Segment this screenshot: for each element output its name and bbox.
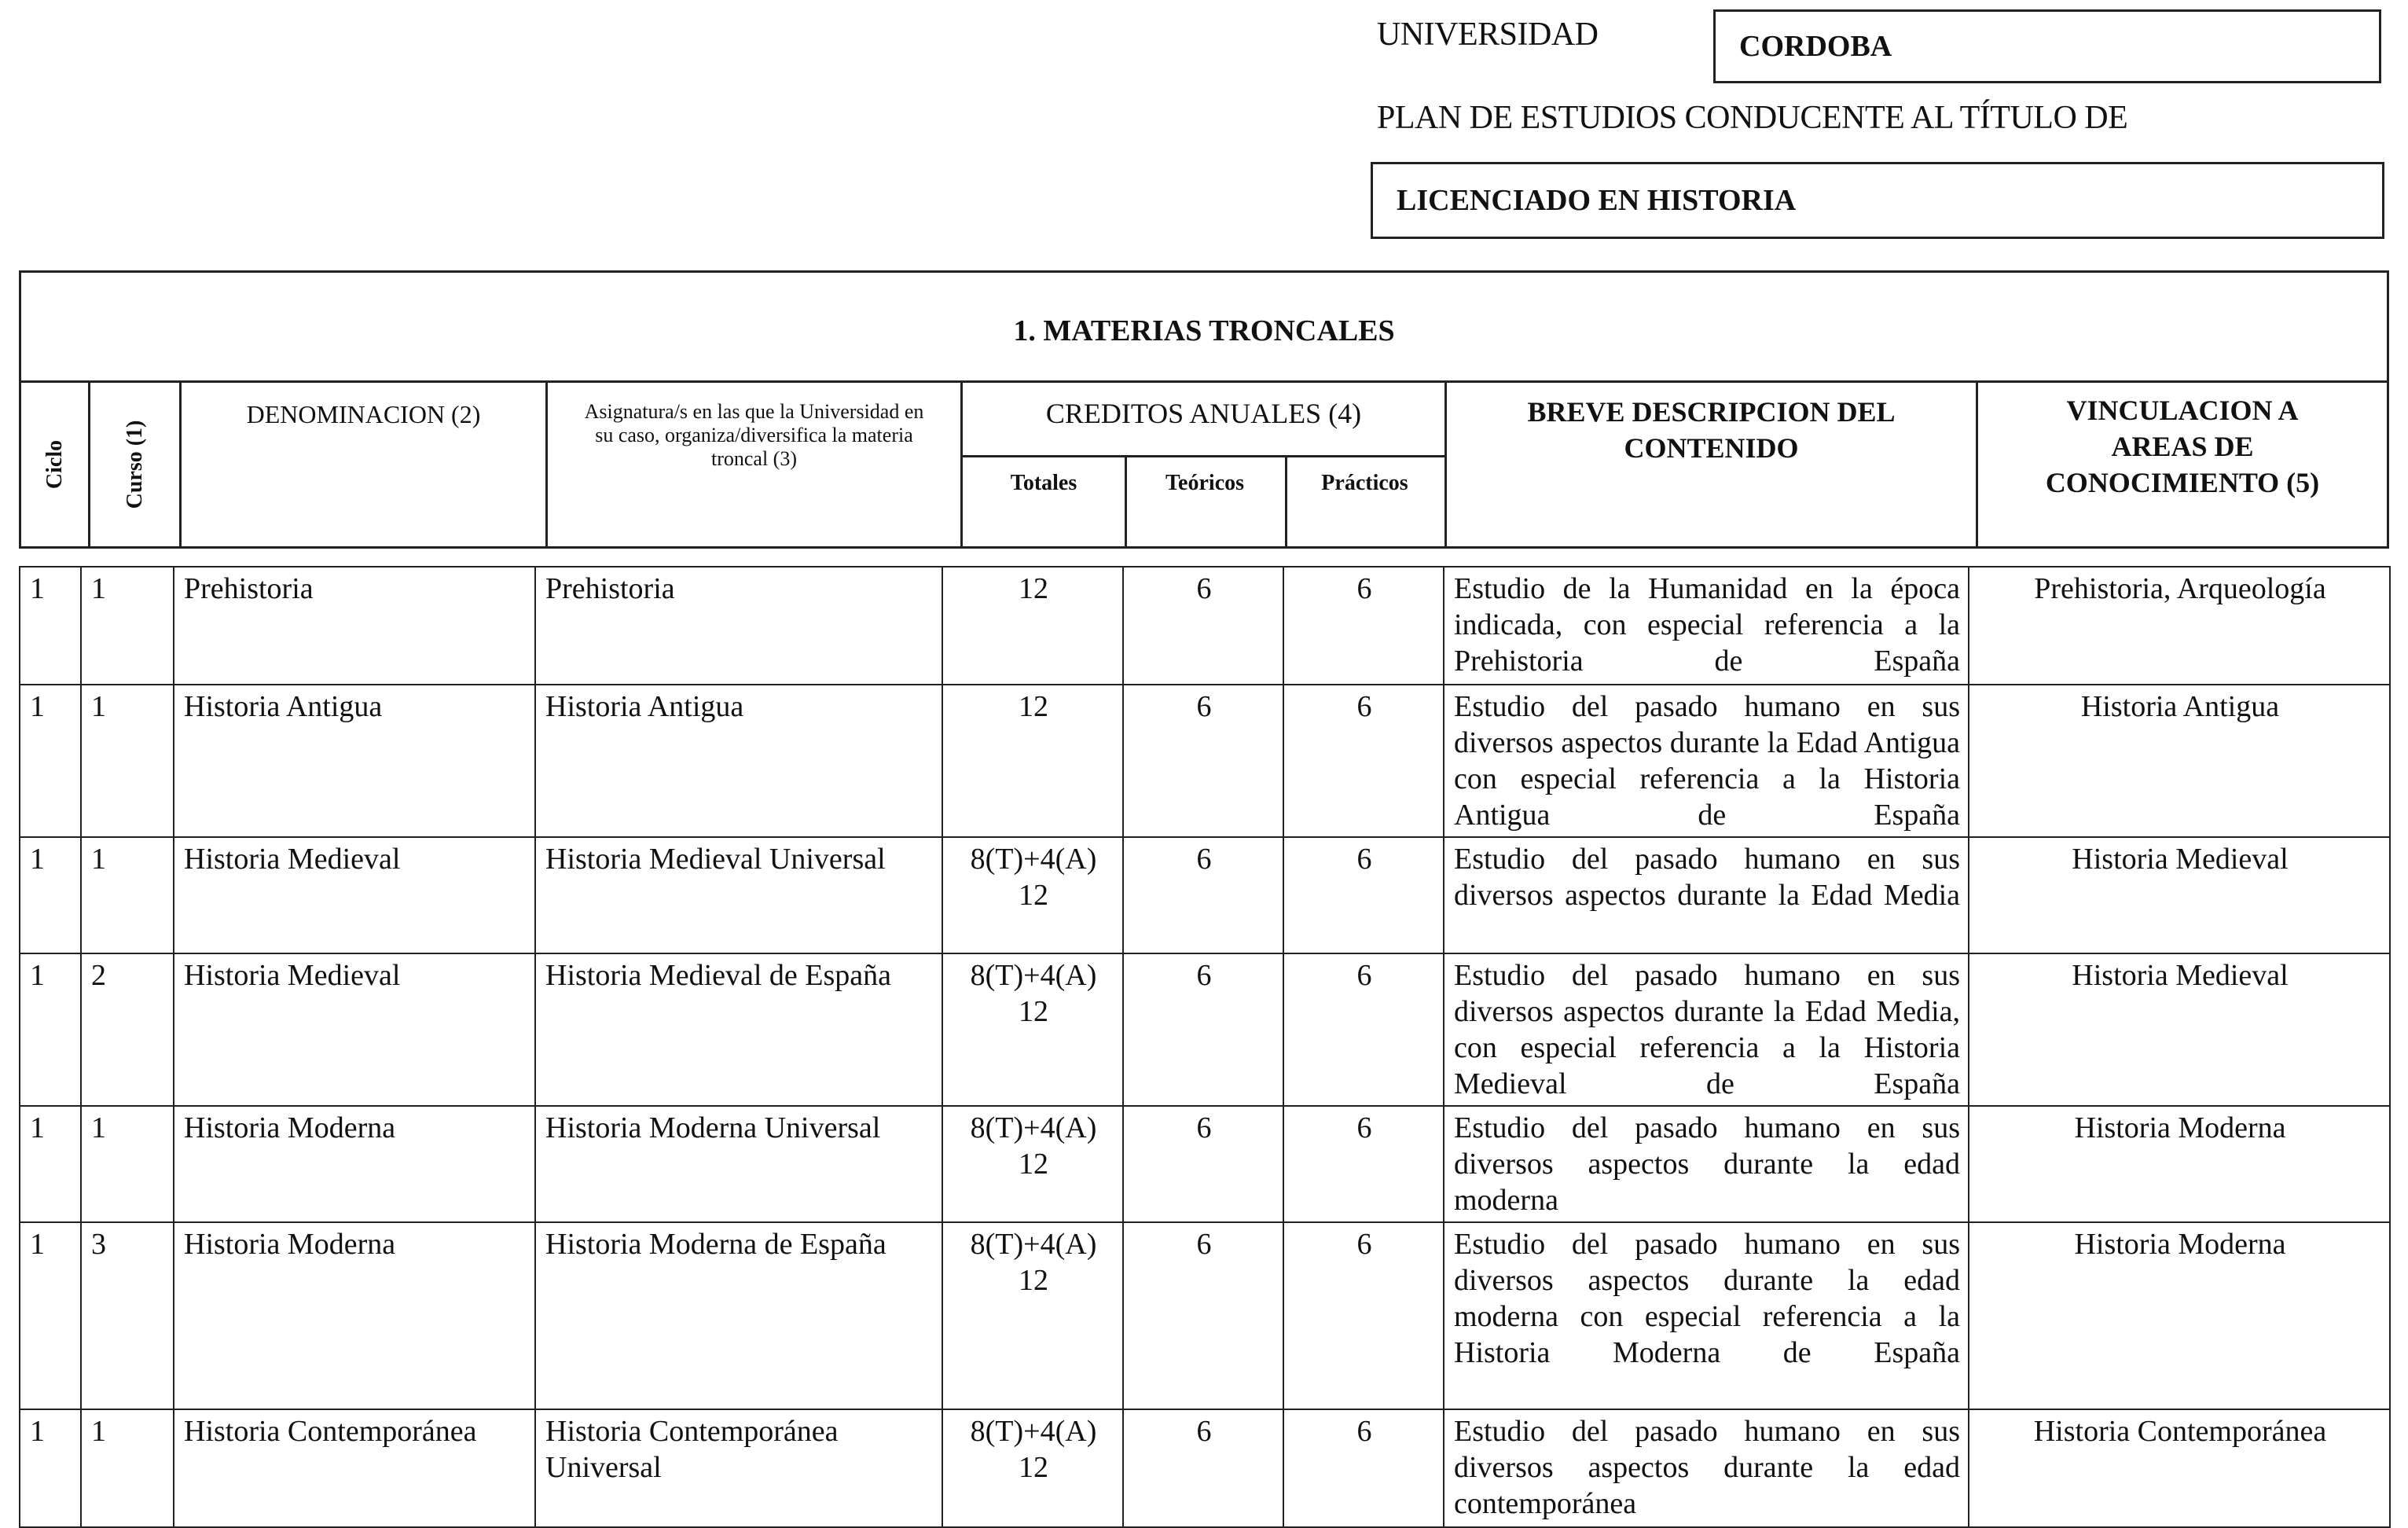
- cell-totales-line2: 12: [1019, 1451, 1048, 1484]
- cell-totales-line2: 12: [1019, 995, 1048, 1028]
- cell-denominacion: Historia Antigua: [174, 685, 535, 837]
- cell-ciclo: 1: [20, 1222, 81, 1409]
- cell-vinculacion: Historia Contemporánea: [1969, 1409, 2390, 1527]
- col-practicos-label: Prácticos: [1321, 471, 1408, 495]
- cell-curso: 1: [81, 567, 174, 685]
- cell-asignatura: Historia Antigua: [535, 685, 942, 837]
- cell-denominacion: Historia Medieval: [174, 953, 535, 1106]
- cell-totales-line1: 8(T)+4(A): [970, 959, 1097, 992]
- table-body: [19, 566, 2389, 1528]
- cell-vinculacion: Historia Medieval: [1969, 953, 2390, 1106]
- cell-teoricos: 6: [1123, 1106, 1283, 1222]
- cell-vinculacion: Historia Medieval: [1969, 837, 2390, 953]
- cell-denominacion: Prehistoria: [174, 567, 535, 685]
- cell-curso: 1: [81, 1106, 174, 1222]
- col-ciclo: [21, 383, 90, 546]
- table-row: [20, 1222, 2390, 1409]
- table-row: [20, 837, 2390, 953]
- cell-totales: [942, 1106, 1123, 1222]
- universidad-value: CORDOBA: [1739, 30, 1892, 63]
- cell-asignatura: Historia Contemporánea Universal: [535, 1409, 942, 1527]
- cell-curso: 1: [81, 837, 174, 953]
- cell-totales-line1: 8(T)+4(A): [970, 1228, 1097, 1261]
- cell-totales: [942, 567, 1123, 685]
- cell-asignatura: Historia Medieval Universal: [535, 837, 942, 953]
- titulo-field: [1371, 162, 2384, 239]
- cell-curso: 1: [81, 1409, 174, 1527]
- cell-ciclo: 1: [20, 1409, 81, 1527]
- cell-totales: [942, 1409, 1123, 1527]
- cell-ciclo: 1: [20, 953, 81, 1106]
- col-curso: [90, 383, 182, 546]
- cell-vinculacion: Prehistoria, Arqueología: [1969, 567, 2390, 685]
- cell-curso: 3: [81, 1222, 174, 1409]
- cell-curso: 2: [81, 953, 174, 1106]
- col-denominacion-label: DENOMINACION (2): [246, 400, 481, 428]
- col-asignaturas-label: Asignatura/s en las que la Universidad en su caso, organiza/diversifica la materia troncal (3): [584, 400, 924, 470]
- table-header: [19, 270, 2389, 549]
- titulo-value: LICENCIADO EN HISTORIA: [1397, 184, 1797, 217]
- table-row: [20, 953, 2390, 1106]
- col-vinculacion: [1978, 383, 2387, 546]
- col-ciclo-label: Ciclo: [42, 439, 67, 490]
- cell-totales-line2: 12: [1019, 1148, 1048, 1181]
- cell-descripcion: Estudio del pasado humano en sus diversos aspectos durante la edad contemporánea: [1444, 1409, 1969, 1527]
- cell-descripcion: Estudio de la Humanidad en la época indicada, con especial referencia a la Prehistoria de España: [1444, 567, 1969, 685]
- universidad-field: [1713, 9, 2381, 83]
- cell-asignatura: Historia Medieval de España: [535, 953, 942, 1106]
- cell-asignatura: Historia Moderna de España: [535, 1222, 942, 1409]
- cell-denominacion: Historia Moderna: [174, 1222, 535, 1409]
- cell-ciclo: 1: [20, 1106, 81, 1222]
- cell-asignatura: Historia Moderna Universal: [535, 1106, 942, 1222]
- cell-vinculacion: Historia Moderna: [1969, 1106, 2390, 1222]
- col-descripcion-label: BREVE DESCRIPCION DEL CONTENIDO: [1527, 396, 1896, 464]
- cell-descripcion: Estudio del pasado humano en sus diversos aspectos durante la edad moderna: [1444, 1106, 1969, 1222]
- cell-practicos: 6: [1283, 1106, 1444, 1222]
- cell-asignatura: Prehistoria: [535, 567, 942, 685]
- plan-label: PLAN DE ESTUDIOS CONDUCENTE AL TÍTULO DE: [1377, 100, 2128, 136]
- cell-teoricos: 6: [1123, 953, 1283, 1106]
- cell-ciclo: 1: [20, 837, 81, 953]
- cell-totales: [942, 837, 1123, 953]
- cell-totales-line1: 8(T)+4(A): [970, 1111, 1097, 1144]
- cell-teoricos: 6: [1123, 837, 1283, 953]
- cell-totales-line1: 12: [1019, 690, 1048, 723]
- cell-ciclo: 1: [20, 567, 81, 685]
- col-totales-label: Totales: [1010, 471, 1077, 495]
- cell-practicos: 6: [1283, 1222, 1444, 1409]
- table-row: [20, 567, 2390, 685]
- col-vinculacion-label: VINCULACION A AREAS DE CONOCIMIENTO (5): [2045, 395, 2320, 498]
- cell-practicos: 6: [1283, 953, 1444, 1106]
- cell-totales: [942, 685, 1123, 837]
- cell-totales-line1: 8(T)+4(A): [970, 1415, 1097, 1448]
- table-row: [20, 1106, 2390, 1222]
- cell-descripcion: Estudio del pasado humano en sus diversos aspectos durante la Edad Media: [1444, 837, 1969, 953]
- cell-denominacion: Historia Moderna: [174, 1106, 535, 1222]
- cell-practicos: 6: [1283, 685, 1444, 837]
- cell-descripcion: Estudio del pasado humano en sus diversos aspectos durante la Edad Media, con especial referencia a la Historia Medieval de España: [1444, 953, 1969, 1106]
- cell-totales-line1: 8(T)+4(A): [970, 843, 1097, 876]
- col-creditos: [963, 383, 1447, 546]
- cell-totales-line2: 12: [1019, 1264, 1048, 1297]
- cell-ciclo: 1: [20, 685, 81, 837]
- table-row: [20, 685, 2390, 837]
- cell-teoricos: 6: [1123, 1409, 1283, 1527]
- cell-teoricos: 6: [1123, 567, 1283, 685]
- col-teoricos-label: Teóricos: [1165, 471, 1245, 495]
- cell-totales-line1: 12: [1019, 572, 1048, 605]
- cell-descripcion: Estudio del pasado humano en sus diversos aspectos durante la Edad Antigua con especial referencia a la Historia Antigua de España: [1444, 685, 1969, 837]
- cell-practicos: 6: [1283, 837, 1444, 953]
- col-descripcion: [1447, 383, 1978, 546]
- cell-practicos: 6: [1283, 1409, 1444, 1527]
- col-denominacion: [182, 383, 548, 546]
- col-asignaturas: [548, 383, 963, 546]
- cell-totales: [942, 1222, 1123, 1409]
- col-curso-label: Curso (1): [122, 420, 147, 509]
- cell-teoricos: 6: [1123, 685, 1283, 837]
- cell-denominacion: Historia Contemporánea: [174, 1409, 535, 1527]
- table-row: [20, 1409, 2390, 1527]
- cell-curso: 1: [81, 685, 174, 837]
- cell-teoricos: 6: [1123, 1222, 1283, 1409]
- cell-denominacion: Historia Medieval: [174, 837, 535, 953]
- cell-descripcion: Estudio del pasado humano en sus diversos aspectos durante la edad moderna con especial referencia a la Historia Moderna de España: [1444, 1222, 1969, 1409]
- cell-vinculacion: Historia Antigua: [1969, 685, 2390, 837]
- cell-totales-line2: 12: [1019, 879, 1048, 912]
- section-title: 1. MATERIAS TRONCALES: [21, 273, 2387, 383]
- universidad-label: UNIVERSIDAD: [1377, 17, 1599, 53]
- col-creditos-label: CREDITOS ANUALES (4): [963, 397, 1444, 457]
- cell-practicos: 6: [1283, 567, 1444, 685]
- cell-totales: [942, 953, 1123, 1106]
- cell-vinculacion: Historia Moderna: [1969, 1222, 2390, 1409]
